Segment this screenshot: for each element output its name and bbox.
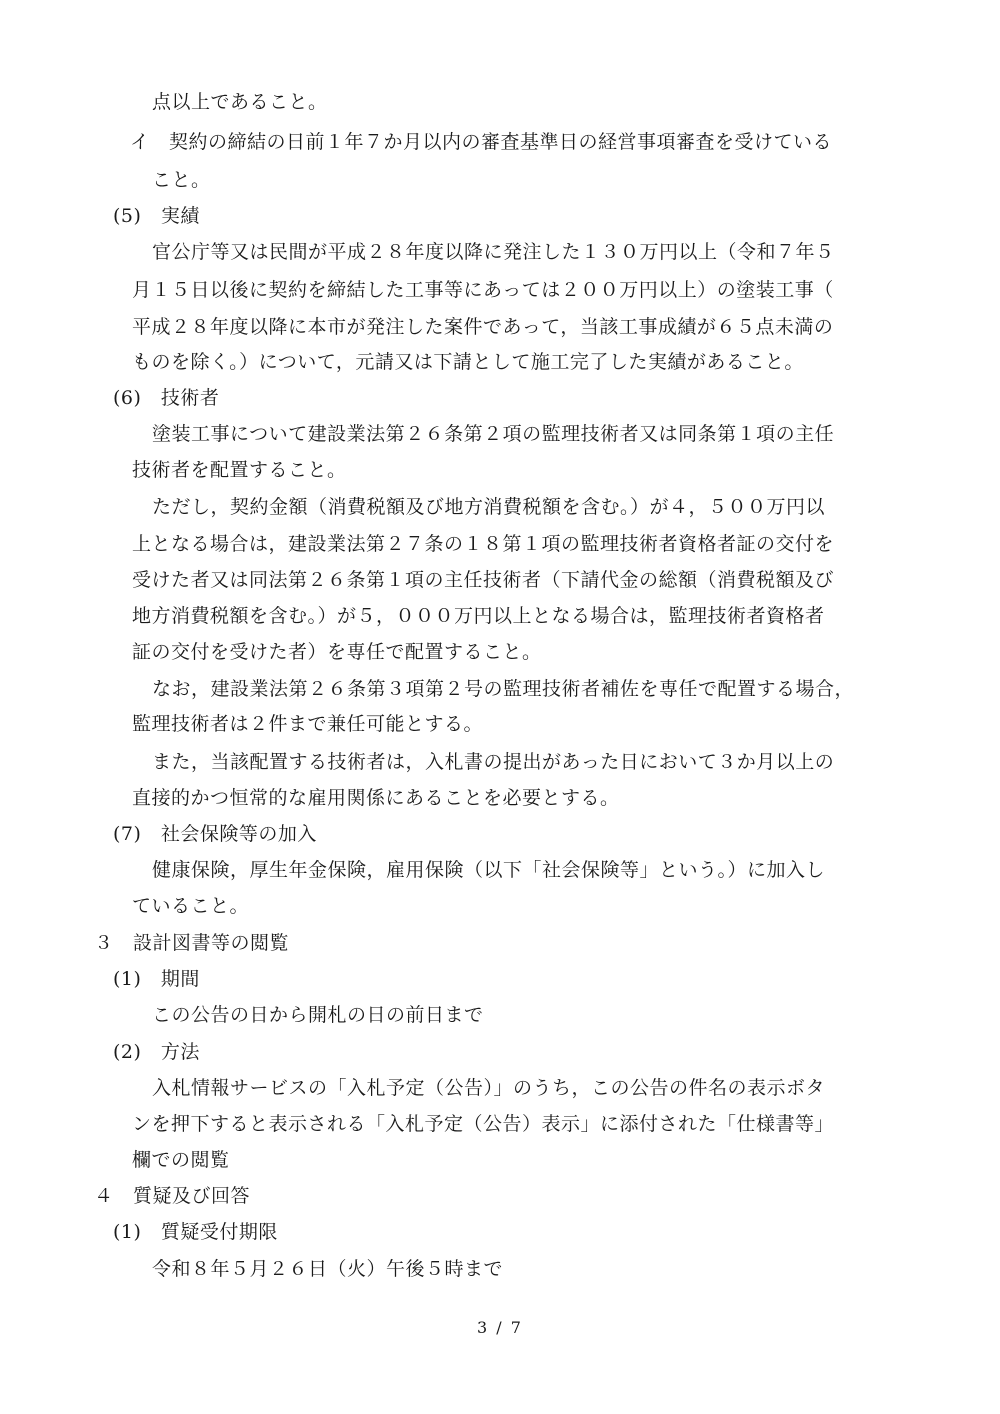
chapter-heading: ４ 質疑及び回答: [94, 1185, 251, 1207]
text-line: また，当該配置する技術者は，入札書の提出があった日において３か月以上の: [152, 751, 835, 773]
text-line: 入札情報サービスの「入札予定（公告）」のうち，この公告の件名の表示ボタ: [152, 1077, 826, 1099]
text-line: ものを除く。）について，元請又は下請として施工完了した実績があること。: [132, 351, 804, 373]
text-line: 地方消費税額を含む。）が５，０００万円以上となる場合は，監理技術者資格者: [132, 605, 825, 627]
text-line: 欄での閲覧: [132, 1149, 230, 1171]
text-line: こと。: [152, 169, 211, 191]
item-heading: イ 契約の締結の日前１年７か月以内の審査基準日の経営事項審査を受けている: [130, 131, 833, 153]
section-heading: (6) 技術者: [113, 387, 220, 409]
text-line: 技術者を配置すること。: [132, 459, 347, 481]
section-heading: (2) 方法: [113, 1041, 200, 1063]
section-heading: (1) 質疑受付期限: [113, 1221, 278, 1243]
text-line: 官公庁等又は民間が平成２８年度以降に発注した１３０万円以上（令和７年５: [152, 241, 835, 263]
text-line: ていること。: [132, 895, 250, 917]
section-heading: (5) 実績: [113, 205, 200, 227]
chapter-heading: ３ 設計図書等の閲覧: [94, 932, 290, 954]
section-heading: (1) 期間: [113, 968, 200, 990]
text-line: 健康保険，厚生年金保険，雇用保険（以下「社会保険等」という。）に加入し: [152, 859, 826, 881]
text-line: ンを押下すると表示される「入札予定（公告）表示」に添付された「仕様書等」: [132, 1113, 835, 1135]
text-line: 上となる場合は，建設業法第２７条の１８第１項の監理技術者資格者証の交付を: [132, 533, 835, 555]
text-line: 証の交付を受けた者）を専任で配置すること。: [132, 641, 542, 663]
page-number: 3 / 7: [477, 1318, 523, 1337]
section-heading: (7) 社会保険等の加入: [113, 823, 317, 845]
text-line: 令和８年５月２６日（火）午後５時まで: [152, 1258, 504, 1280]
text-line: 塗装工事について建設業法第２６条第２項の監理技術者又は同条第１項の主任: [152, 423, 835, 445]
text-line: 受けた者又は同法第２６条第１項の主任技術者（下請代金の総額（消費税額及び: [132, 569, 835, 591]
text-line: なお，建設業法第２６条第３項第２号の監理技術者補佐を専任で配置する場合，: [152, 678, 855, 700]
text-line: 点以上であること。: [152, 91, 328, 113]
text-line: ただし，契約金額（消費税額及び地方消費税額を含む。）が４，５００万円以: [152, 496, 826, 518]
text-line: この公告の日から開札の日の前日まで: [152, 1004, 484, 1026]
text-line: 直接的かつ恒常的な雇用関係にあることを必要とする。: [132, 787, 620, 809]
text-line: 監理技術者は２件まで兼任可能とする。: [132, 713, 484, 735]
text-line: 月１５日以後に契約を締結した工事等にあっては２００万円以上）の塗装工事（: [132, 279, 834, 301]
text-line: 平成２８年度以降に本市が発注した案件であって，当該工事成績が６５点未満の: [132, 316, 834, 338]
